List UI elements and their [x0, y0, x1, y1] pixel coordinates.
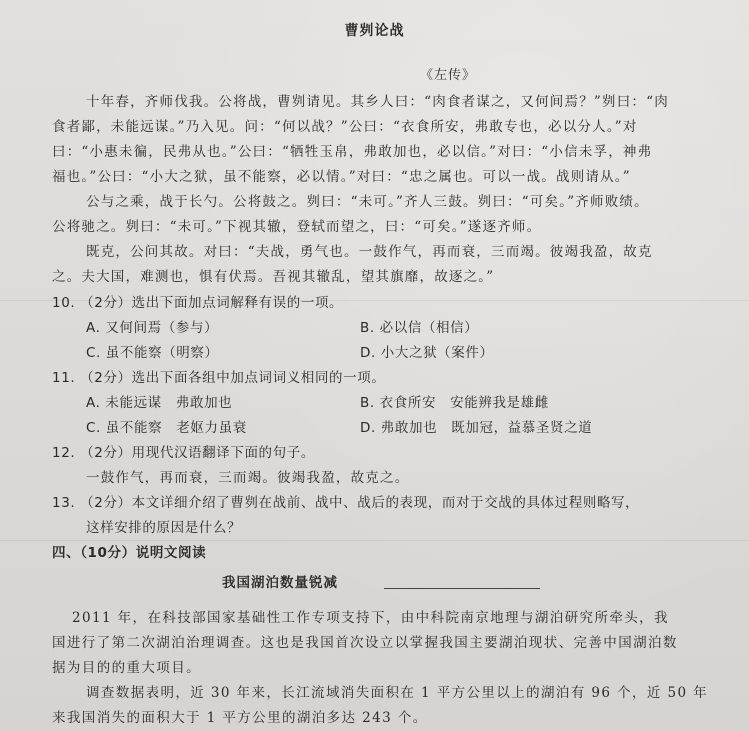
answer-blank	[384, 588, 540, 589]
article-line: 2011 年，在科技部国家基础性工作专项支持下，由中科院南京地理与湖泊研究所牵头，我	[72, 610, 669, 626]
question-11-option-c: C. 虽不能察 老妪力虽衰	[86, 420, 247, 436]
passage-title: 曹刿论战	[344, 23, 405, 39]
passage-line: 曰：“小惠未徧，民弗从也。”公曰：“牺牲玉帛，弗敢加也，必以信。”对曰：“小信未孚，神弗	[52, 144, 653, 160]
article-line: 国进行了第二次湖泊治理调查。这也是我国首次设立以掌握我国主要湖泊现状、完善中国湖泊数	[52, 635, 678, 651]
passage-line: 既克，公问其故。对曰：“夫战，勇气也。一鼓作气，再而衰，三而竭。彼竭我盈，故克	[86, 244, 653, 260]
question-12-sentence: 一鼓作气，再而衰，三而竭。彼竭我盈，故克之。	[86, 470, 410, 486]
passage-line: 公将驰之。刿曰：“未可。”下视其辙，登轼而望之，曰：“可矣。”遂逐齐师。	[52, 219, 542, 235]
section-heading: 四、（10分）说明文阅读	[52, 545, 207, 561]
question-13-stem-continued: 这样安排的原因是什么？	[86, 520, 242, 536]
question-10-option-a: A. 又何间焉（参与）	[86, 320, 219, 336]
passage-line: 福也。”公曰：“小大之狱，虽不能察，必以情。”对曰：“忠之属也。可以一战。战则请从。”	[52, 169, 631, 185]
question-12-stem: 12. （2分）用现代汉语翻译下面的句子。	[52, 445, 315, 461]
passage-line: 公与之乘，战于长勺。公将鼓之。刿曰：“未可。”齐人三鼓。刿曰：“可矣。”齐师败绩。	[86, 194, 649, 210]
passage-line: 食者鄙，未能远谋。”乃入见。问：“何以战？”公曰：“衣食所安，弗敢专也，必以分人。”对	[52, 119, 638, 135]
passage-line: 十年春，齐师伐我。公将战，曹刿请见。其乡人曰：“肉食者谋之，又何间焉？”刿曰：“肉	[86, 94, 669, 110]
question-10-option-c: C. 虽不能察（明察）	[86, 345, 219, 361]
article-line: 据为目的的重大项目。	[52, 660, 201, 676]
question-10-option-b: B. 必以信（相信）	[360, 320, 479, 336]
question-10-stem: 10. （2分）选出下面加点词解释有误的一项。	[52, 295, 344, 311]
passage-line: 之。夫大国，难测也，惧有伏焉。吾视其辙乱，望其旗靡，故逐之。”	[52, 269, 495, 285]
article-title: 我国湖泊数量锐减	[222, 575, 338, 591]
question-11-stem: 11. （2分）选出下面各组中加点词词义相同的一项。	[52, 370, 386, 386]
question-13-stem: 13. （2分）本文详细介绍了曹刿在战前、战中、战后的表现，而对于交战的具体过程则略写，	[52, 495, 640, 511]
passage-source: 《左传》	[420, 68, 477, 83]
question-10-option-d: D. 小大之狱（案件）	[360, 345, 494, 361]
question-11-option-d: D. 弗敢加也 既加冠，益慕圣贤之道	[360, 420, 593, 436]
question-11-option-a: A. 未能远谋 弗敢加也	[86, 395, 233, 411]
article-line: 来我国消失的面积大于 1 平方公里的湖泊多达 243 个。	[52, 710, 428, 726]
question-11-option-b: B. 衣食所安 安能辨我是雄雌	[360, 395, 549, 411]
article-line: 调查数据表明，近 30 年来，长江流域消失面积在 1 平方公里以上的湖泊有 96 个，近 50 年	[86, 685, 709, 701]
